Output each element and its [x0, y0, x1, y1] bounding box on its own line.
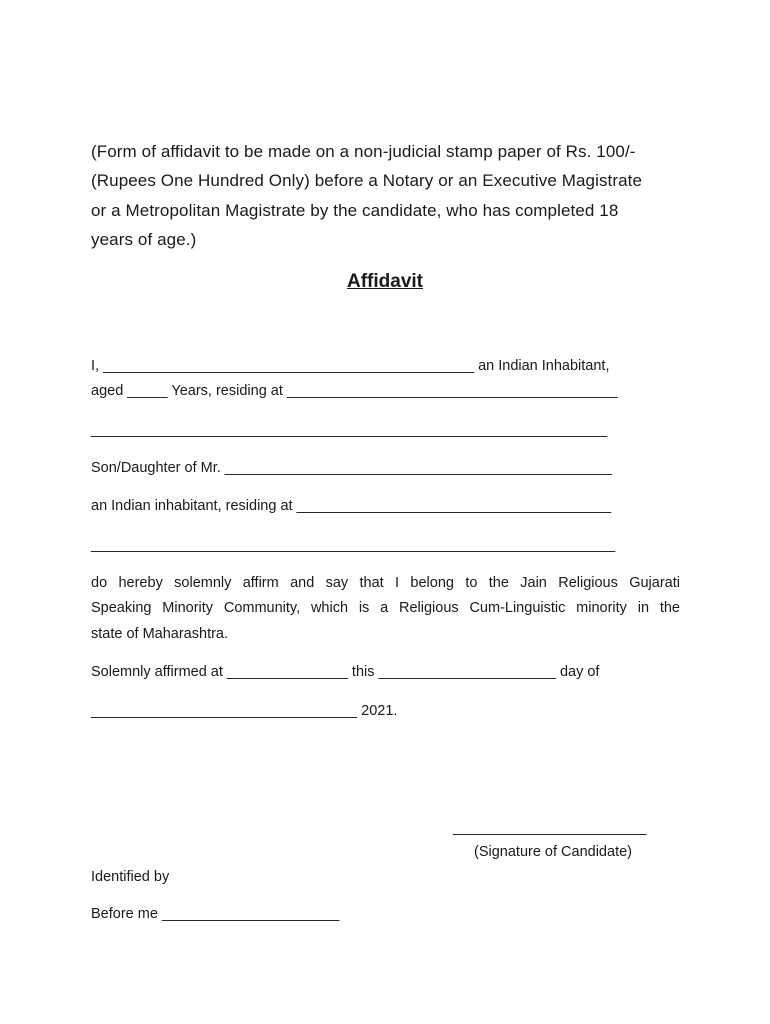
affirmation-line-3: state of Maharashtra.: [91, 626, 229, 642]
solemnly-affirmed-line: Solemnly affirmed at _______________ this ______________________ day of: [91, 664, 600, 680]
intro-line-1: (Form of affidavit to be made on a non-judicial stamp paper of Rs. 100/-: [91, 142, 636, 161]
signature-line: ________________________: [453, 820, 647, 836]
parent-residence-line: an Indian inhabitant, residing at _______________________________________: [91, 498, 612, 514]
parent-address-continuation-line: _________________________________________________________________: [91, 537, 616, 553]
before-me-line: Before me ______________________: [91, 906, 340, 922]
intro-line-2: (Rupees One Hundred Only) before a Notary or an Executive Magistrate: [91, 171, 643, 190]
name-line: I, ______________________________________________ an Indian Inhabitant,: [91, 358, 610, 374]
intro-line-3: or a Metropolitan Magistrate by the candidate, who has completed 18: [91, 201, 619, 220]
affirmation-line-2: Speaking Minority Community, which is a Religious Cum-Linguistic minority in the: [91, 600, 680, 616]
signature-label: (Signature of Candidate): [474, 844, 632, 860]
year-line: _________________________________ 2021.: [91, 703, 398, 719]
document-title: Affidavit: [347, 271, 423, 292]
parent-name-line: Son/Daughter of Mr. ________________________________________________: [91, 460, 612, 476]
identified-by-label: Identified by: [91, 869, 170, 885]
address-continuation-line: ________________________________________________________________: [91, 422, 608, 438]
affirmation-line-1: do hereby solemnly affirm and say that I belong to the Jain Religious Gujarati: [91, 575, 680, 591]
intro-line-4: years of age.): [91, 230, 197, 249]
age-residence-line: aged _____ Years, residing at _________________________________________: [91, 383, 618, 399]
